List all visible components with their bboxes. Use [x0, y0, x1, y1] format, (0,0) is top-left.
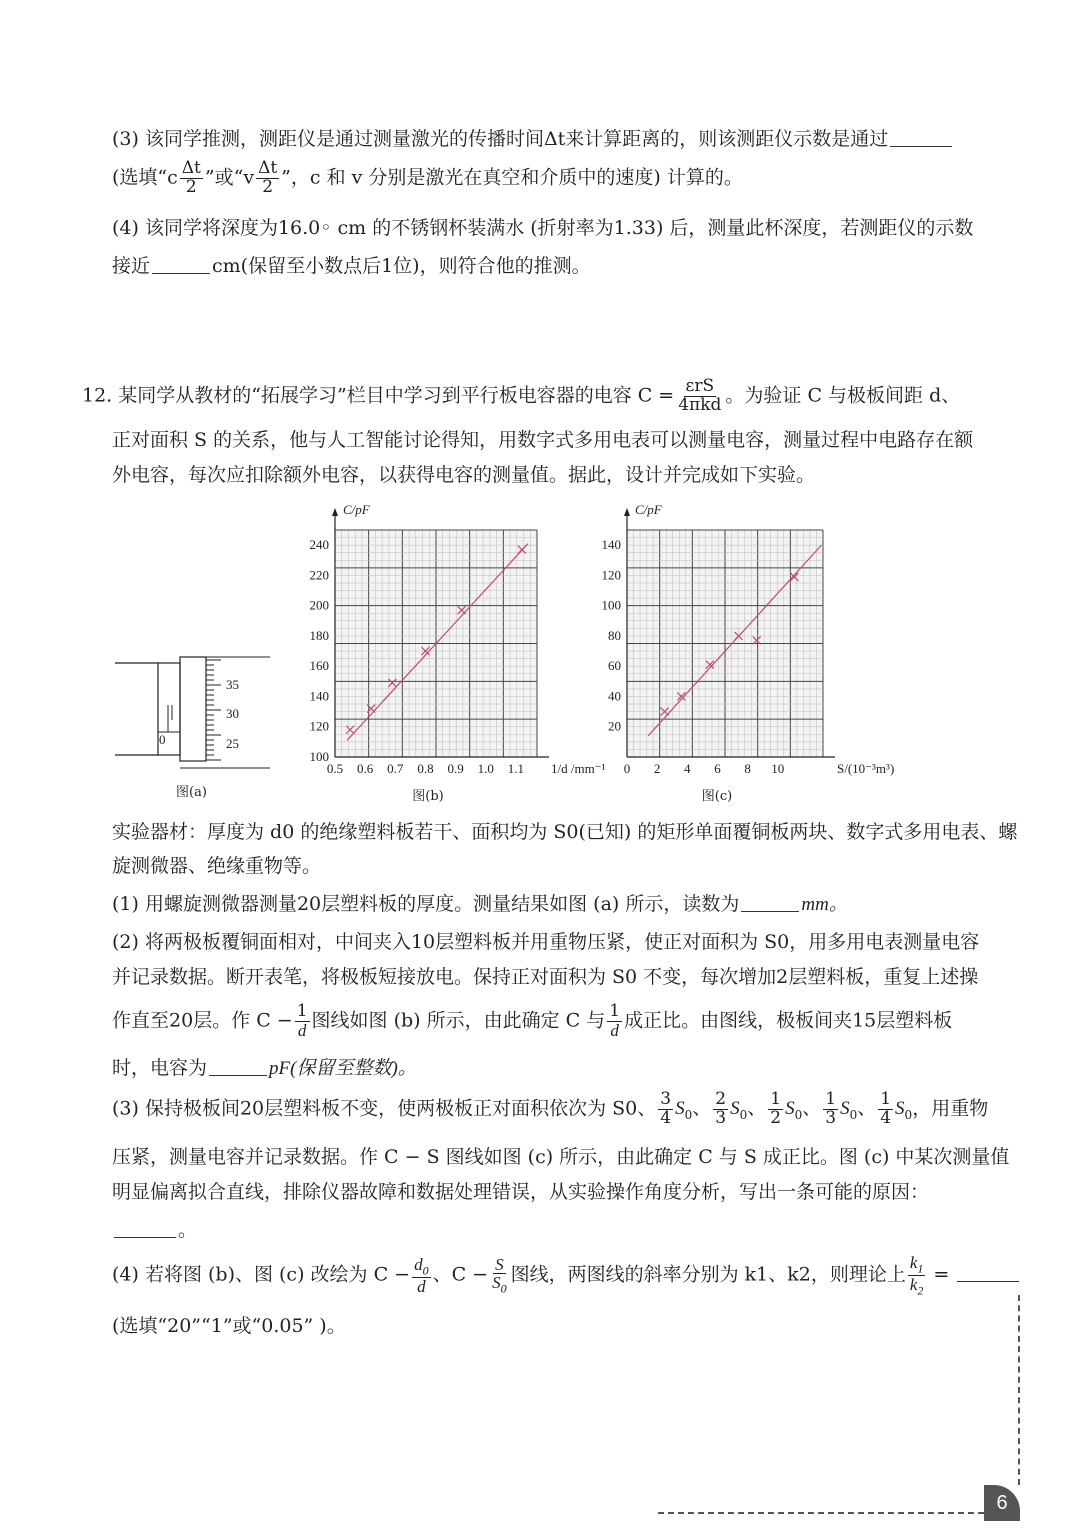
x-tick-label: 8	[744, 761, 751, 776]
y-tick-label: 60	[608, 658, 621, 674]
y-tick-label: 140	[309, 688, 329, 704]
chart-c	[602, 502, 895, 804]
y-tick-label: 100	[601, 597, 621, 613]
y-tick-label: 160	[309, 658, 329, 674]
capacitance-formula: $\frac{\text{εrS}}{\text{4πkd}}$	[678, 376, 722, 415]
step2-line4: 时，电容为 pF(保留至整数)。	[112, 1057, 417, 1079]
area-fraction: $\frac{1}{3}$	[825, 1089, 837, 1128]
y-axis-arrow	[624, 508, 630, 516]
chart-caption: 图(c)	[701, 789, 733, 804]
area-fraction: $\frac{3}{4}$	[660, 1089, 672, 1128]
figure-panel	[110, 500, 895, 810]
materials-line2: 旋测微器、绝缘重物等。	[112, 855, 322, 877]
step4-line2: (选填“20”“1”或“0.05” )。	[112, 1315, 346, 1337]
micrometer-zero-label: 0	[159, 732, 166, 747]
q11-part3-line1: (3) 该同学推测，测距仪是通过测量激光的传播时间Δt来计算距离的，则该测距仪示数是通过	[112, 128, 954, 151]
y-tick-label: 120	[601, 567, 621, 583]
step3-line1: (3) 保持极板间20层塑料板不变，使两极板正对面积依次为 S0、 $\frac{3}{4}$ $S_0$、 $\frac{2}{3}$ $S_0$、 $\frac{1}{2}$ $S_0$、 $\frac{1}{3}$ $S_0$、 $\frac{1}{4}$ $S_0$，用重物	[112, 1089, 989, 1128]
fraction-d0-over-d: $\frac{d_0}{d}$	[414, 1254, 429, 1296]
answer-blank[interactable]	[890, 128, 952, 147]
figure-a-caption: 图(a)	[176, 785, 207, 800]
area-fraction: $\frac{1}{4}$	[880, 1089, 892, 1128]
y-tick-label: 200	[309, 597, 329, 613]
q11-part3-line2: (选填“c $\frac{\Delta t}{2}$ ”或“v $\frac{\Delta t}{2}$ ”，c 和 v 分别是激光在真空和介质中的速度) 计算的。	[112, 158, 743, 197]
x-tick-label: 0	[623, 761, 631, 776]
step2-line2: 并记录数据。断开表笔，将极板短接放电。保持正对面积为 S0 不变，每次增加2层塑料板，重复上述操	[112, 966, 979, 988]
y-tick-label: 240	[309, 537, 329, 553]
y-tick-label: 40	[608, 688, 621, 704]
answer-blank[interactable]	[209, 1057, 267, 1076]
fraction: $\frac{\Delta t}{2}$	[181, 158, 201, 197]
answer-blank[interactable]	[741, 893, 799, 912]
x-tick-label: 0.7	[387, 761, 404, 776]
x-axis-label: S/(10⁻³m³)	[837, 761, 895, 776]
y-tick-label: 100	[309, 749, 329, 764]
page-number: 6	[984, 1485, 1020, 1521]
materials-line1: 实验器材：厚度为 d0 的绝缘塑料板若干、面积均为 S0(已知) 的矩形单面覆铜板两块、数字式多用电表、螺	[112, 821, 1018, 843]
fraction-one-over-d: $\frac{1}{d}$	[609, 1001, 621, 1040]
x-tick-label: 0.8	[417, 761, 434, 776]
question-12-line3: 外电容，每次应扣除额外电容，以获得电容的测量值。据此，设计并完成如下实验。	[112, 464, 816, 486]
figures-svg	[110, 500, 895, 810]
x-tick-label: 0.6	[357, 761, 374, 776]
micrometer-figure	[115, 657, 270, 800]
fraction-one-over-d: $\frac{1}{d}$	[296, 1001, 308, 1040]
fraction-k1-over-k2: $\frac{k_1}{k_2}$	[909, 1253, 924, 1298]
x-tick-label: 2	[653, 761, 661, 776]
fraction-s-over-s0: $\frac{S}{S_0}$	[492, 1254, 507, 1296]
q11-part4-line1: (4) 该同学将深度为16.0◦ cm 的不锈钢杯装满水 (折射率为1.33) 后，测量此杯深度，若测距仪的示数	[112, 217, 974, 239]
x-axis-label: 1/d /mm⁻¹	[551, 761, 606, 776]
y-axis-label: C/pF	[635, 502, 662, 517]
area-fractions: $\frac{3}{4}$ $S_0$、 $\frac{2}{3}$ $S_0$、 $\frac{1}{2}$ $S_0$、 $\frac{1}{3}$ $S_0$、 $\frac{1}{4}$ $S_0$	[660, 1089, 913, 1128]
y-axis-arrow	[332, 508, 338, 516]
x-tick-label: 1.1	[507, 761, 525, 776]
y-tick-label: 120	[309, 718, 329, 734]
y-tick-label: 20	[608, 718, 621, 734]
step3-line2: 压紧，测量电容并记录数据。作 C − S 图线如图 (c) 所示，由此确定 C 与 S 成正比。图 (c) 中某次测量值	[112, 1146, 1010, 1168]
answer-blank[interactable]	[957, 1263, 1019, 1282]
question-12-line1: 12. 某同学从教材的“拓展学习”栏目中学习到平行板电容器的电容 C = $\frac{\text{εrS}}{\text{4πkd}}$ 。为验证 C 与极板间距 d、	[82, 376, 961, 415]
answer-blank[interactable]	[114, 1219, 176, 1238]
micrometer-tick-label: 30	[226, 706, 239, 721]
step3-line3: 明显偏离拟合直线，排除仪器故障和数据处理错误，从实验操作角度分析，写出一条可能的原因：	[112, 1181, 930, 1203]
x-tick-label: 4	[684, 761, 691, 776]
area-fraction: $\frac{1}{2}$	[770, 1089, 782, 1128]
x-tick-label: 10	[771, 761, 785, 776]
y-tick-label: 220	[309, 567, 329, 583]
question-number: 12.	[82, 384, 113, 407]
step1-line: (1) 用螺旋测微器测量20层塑料板的厚度。测量结果如图 (a) 所示，读数为 mm。	[112, 893, 848, 915]
x-tick-label: 0.9	[447, 761, 464, 776]
chart-b	[310, 502, 606, 804]
step3-line4: 。	[112, 1219, 197, 1242]
y-tick-label: 180	[309, 627, 329, 643]
answer-blank[interactable]	[152, 255, 210, 274]
x-tick-label: 0.5	[326, 761, 344, 776]
corner-dashed-horizontal	[658, 1512, 984, 1514]
question-12-line2: 正对面积 S 的关系，他与人工智能讨论得知，用数字式多用电表可以测量电容，测量过程中电路存在额	[112, 429, 974, 451]
chart-caption: 图(b)	[412, 789, 444, 804]
y-tick-label: 80	[608, 627, 621, 643]
x-tick-label: 6	[714, 761, 721, 776]
x-tick-label: 1.0	[477, 761, 494, 776]
y-tick-label: 140	[601, 537, 621, 553]
corner-dashed-vertical	[1018, 1295, 1020, 1485]
micrometer-tick-label: 35	[226, 677, 239, 692]
step2-line3: 作直至20层。作 C − $\frac{1}{d}$ 图线如图 (b) 所示，由此确定 C 与 $\frac{1}{d}$ 成正比。由图线，极板间夹15层塑料板	[112, 1001, 953, 1040]
fraction: $\frac{\Delta t}{2}$	[258, 158, 278, 197]
step2-line1: (2) 将两极板覆铜面相对，中间夹入10层塑料板并用重物压紧，使正对面积为 S0，用多用电表测量电容	[112, 931, 980, 953]
q11-part4-line2: 接近 cm(保留至小数点后1位)，则符合他的推测。	[112, 255, 591, 277]
y-axis-label: C/pF	[343, 502, 370, 517]
micrometer-tick-label: 25	[226, 736, 239, 751]
area-fraction: $\frac{2}{3}$	[715, 1089, 727, 1128]
step4-line1: (4) 若将图 (b)、图 (c) 改绘为 C − $\frac{d_0}{d}$ 、C − $\frac{S}{S_0}$ 图线，两图线的斜率分别为 k1、k2，则理论上 $\frac{k_1}{k_2}$ =	[112, 1254, 1021, 1297]
